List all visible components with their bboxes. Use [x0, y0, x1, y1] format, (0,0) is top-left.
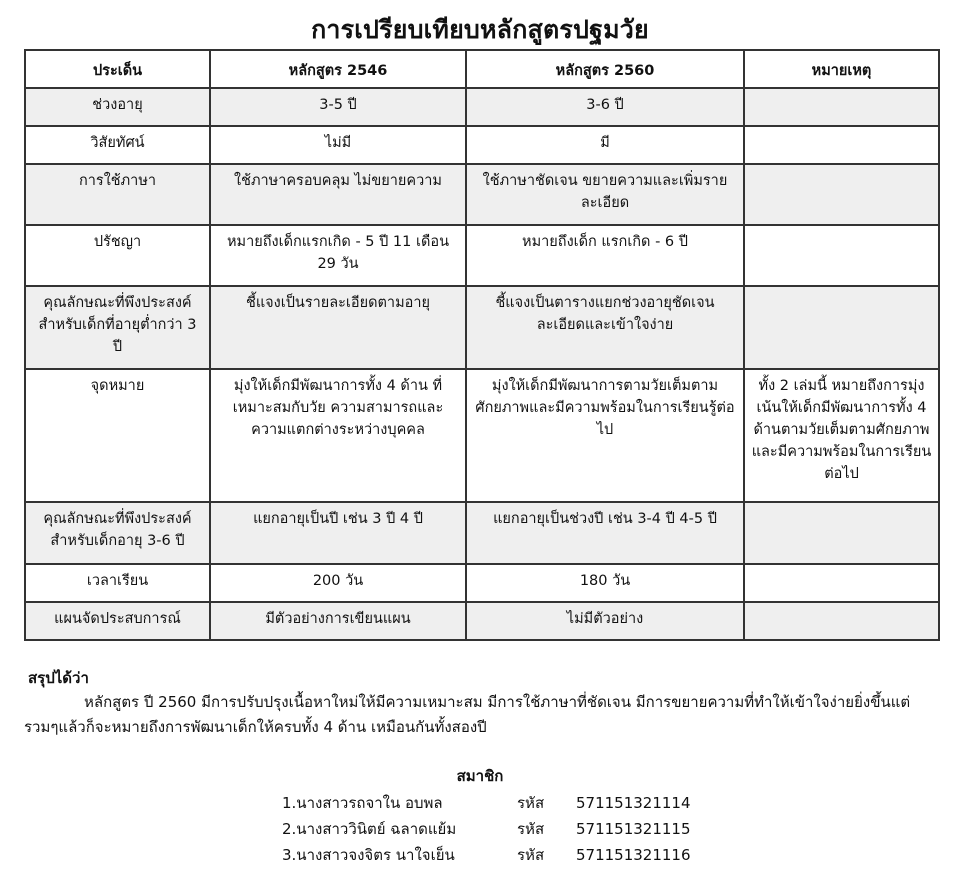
table-cell: มี [466, 126, 744, 164]
table-cell: 180 วัน [466, 564, 744, 602]
member-code: 571151321116 [576, 846, 691, 864]
table-cell: ไม่มี [210, 126, 466, 164]
header-cell-topic: ประเด็น [25, 50, 210, 88]
table-cell: หมายถึงเด็กแรกเกิด - 5 ปี 11 เดือน 29 วัน [210, 225, 466, 286]
member-code: 571151321115 [576, 820, 691, 838]
table-cell: 200 วัน [210, 564, 466, 602]
table-cell: การใช้ภาษา [25, 164, 210, 225]
table-cell: ใช้ภาษาชัดเจน ขยายความและเพิ่มรายละเอียด [466, 164, 744, 225]
member-row [0, 816, 960, 842]
table-cell: ปรัชญา [25, 225, 210, 286]
table-cell: มีตัวอย่างการเขียนแผน [210, 602, 466, 640]
table-cell: หมายถึงเด็ก แรกเกิด - 6 ปี [466, 225, 744, 286]
members-heading: สมาชิก [456, 767, 504, 785]
member-name: 3.นางสาวจงจิตร นาใจเย็น [282, 846, 455, 864]
table-cell: 3-6 ปี [466, 88, 744, 126]
comparison-table [24, 49, 940, 641]
member-code-label: รหัส [517, 794, 545, 812]
table-row [25, 286, 939, 369]
table-cell: มุ่งให้เด็กมีพัฒนาการตามวัยเต็มตามศักยภาพและมีความพร้อมในการเรียนรู้ต่อไป [466, 369, 744, 502]
summary-heading: สรุปได้ว่า [28, 669, 89, 687]
member-row [0, 842, 960, 868]
table-cell [744, 502, 939, 564]
table-cell: แยกอายุเป็นปี เช่น 3 ปี 4 ปี [210, 502, 466, 564]
table-cell: ใช้ภาษาครอบคลุม ไม่ขยายความ [210, 164, 466, 225]
table-cell: ช่วงอายุ [25, 88, 210, 126]
table-cell [744, 126, 939, 164]
table-row [25, 225, 939, 286]
page-title: การเปรียบเทียบหลักสูตรปฐมวัย [311, 15, 649, 44]
table-row [25, 88, 939, 126]
member-code-label: รหัส [517, 846, 545, 864]
member-name: 1.นางสาวรถจาใน อบพล [282, 794, 443, 812]
table-row [25, 602, 939, 640]
header-cell-curriculum-2560: หลักสูตร 2560 [466, 50, 744, 88]
table-cell: ไม่มีตัวอย่าง [466, 602, 744, 640]
table-cell [744, 602, 939, 640]
table-cell: วิสัยทัศน์ [25, 126, 210, 164]
members-list [0, 790, 960, 868]
table-cell: ชี้แจงเป็นรายละเอียดตามอายุ [210, 286, 466, 369]
table-cell: 3-5 ปี [210, 88, 466, 126]
table-cell: มุ่งให้เด็กมีพัฒนาการทั้ง 4 ด้าน ที่เหมาะสมกับวัย ความสามารถและความแตกต่างระหว่างบุคคล [210, 369, 466, 502]
table-cell: เวลาเรียน [25, 564, 210, 602]
member-name: 2.นางสาววินิตย์ ฉลาดแย้ม [282, 820, 457, 838]
table-cell: ชี้แจงเป็นตารางแยกช่วงอายุชัดเจน ละเอียดและเข้าใจง่าย [466, 286, 744, 369]
summary-text: หลักสูตร ปี 2560 มีการปรับปรุงเนื้อหาใหม่ให้มีความเหมาะสม มีการใช้ภาษาที่ชัดเจน มีการขยายความที่ทำให้เข้าใจง่ายยิ่งขึ้นแต่รวมๆแล้วก็จะหมายถึงการพัฒนาเด็กให้ครบทั้ง 4 ด้าน เหมือนกันทั้งสองปี [24, 693, 911, 736]
table-header-row [25, 50, 939, 88]
member-code: 571151321114 [576, 794, 691, 812]
table-cell [744, 564, 939, 602]
table-row [25, 126, 939, 164]
table-cell: คุณลักษณะที่พึงประสงค์สำหรับเด็กที่อายุต่ำกว่า 3 ปี [25, 286, 210, 369]
header-cell-remarks: หมายเหตุ [744, 50, 939, 88]
table-cell: จุดหมาย [25, 369, 210, 502]
table-row [25, 369, 939, 502]
table-cell: แยกอายุเป็นช่วงปี เช่น 3-4 ปี 4-5 ปี [466, 502, 744, 564]
table-cell [744, 286, 939, 369]
table-row [25, 502, 939, 564]
member-row [0, 790, 960, 816]
header-cell-curriculum-2546: หลักสูตร 2546 [210, 50, 466, 88]
table-cell [744, 88, 939, 126]
table-cell [744, 164, 939, 225]
member-code-label: รหัส [517, 820, 545, 838]
table-cell: คุณลักษณะที่พึงประสงค์สำหรับเด็กอายุ 3-6 ปี [25, 502, 210, 564]
table-cell: แผนจัดประสบการณ์ [25, 602, 210, 640]
table-cell [744, 225, 939, 286]
table-row [25, 164, 939, 225]
table-cell: ทั้ง 2 เล่มนี้ หมายถึงการมุ่งเน้นให้เด็กมีพัฒนาการทั้ง 4 ด้านตามวัยเต็มตามศักยภาพและมีความพร้อมในการเรียนต่อไป [744, 369, 939, 502]
table-row [25, 564, 939, 602]
